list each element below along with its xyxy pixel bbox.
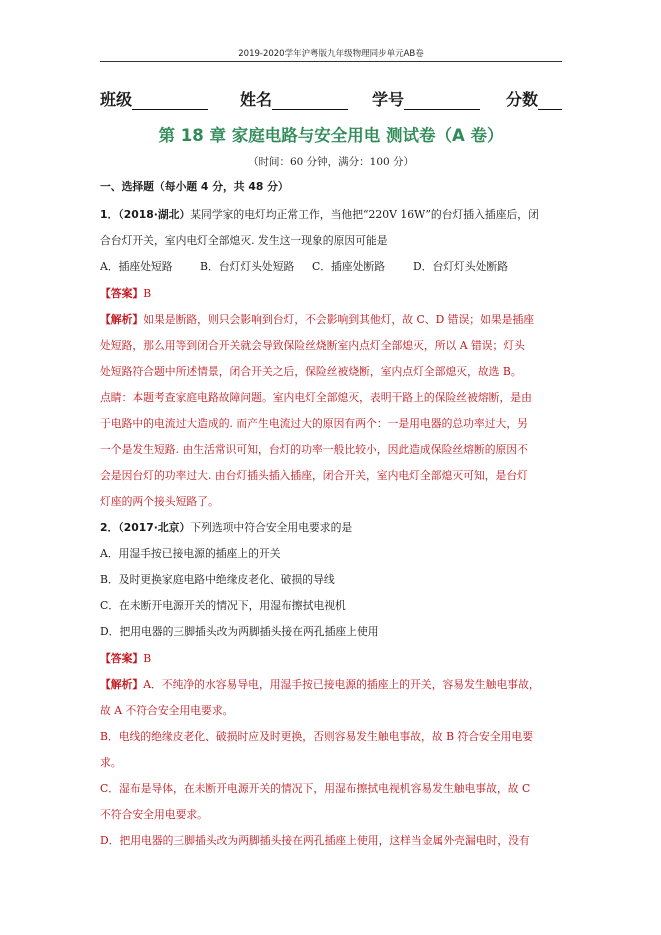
q2-analysis-label: 【解析】 xyxy=(100,678,144,691)
q2-analysis-line7: D．把用电器的三脚插头改为两脚插头接在两孔插座上使用，这样当金属外壳漏电时，没有 xyxy=(100,834,530,847)
q2-analysis-line6: 不符合安全用电要求。 xyxy=(100,808,208,821)
q1-analysis-line4: 点睛：本题考查家庭电路故障问题。室内电灯全部熄灭，表明干路上的保险丝被熔断，是由 xyxy=(100,391,532,404)
q1-answer-label: 【答案】 xyxy=(100,287,144,300)
q1-stem-line1: 1．（2018·湖北）某同学家的电灯均正常工作，当他把“220V 16W”的台灯插入插座后，闭 xyxy=(100,208,539,221)
running-header: 2019-2020学年沪粤版九年级物理同步单元AB卷 xyxy=(238,49,424,59)
class-field xyxy=(100,87,208,110)
q2-analysis-line2: 故 A 不符合安全用电要求。 xyxy=(100,704,234,717)
id-label: 学号 xyxy=(372,90,405,109)
q2-option-a: A．用湿手按已接电源的插座上的开关 xyxy=(100,547,281,560)
id-blank[interactable] xyxy=(404,91,480,110)
exam-info: （时间：60 分钟，满分：100 分） xyxy=(247,156,415,168)
q1-analysis-line1: 【解析】如果是断路，则只会影响到台灯，不会影响到其他灯，故 C、D 错误；如果是插座 xyxy=(100,313,535,326)
class-blank[interactable] xyxy=(132,91,208,110)
q1-analysis-line6: 一个是发生短路. 由生活常识可知，台灯的功率一般比较小，因此造成保险丝熔断的原因不 xyxy=(100,443,528,456)
q2-analysis-line1: 【解析】A．不纯净的水容易导电，用湿手按已接电源的插座上的开关，容易发生触电事故， xyxy=(100,678,540,691)
q2-option-d: D．把用电器的三脚插头改为两脚插头接在两孔插座上使用 xyxy=(100,625,379,638)
header-rule xyxy=(100,61,562,62)
q2-stem: 2．（2017·北京）下列选项中符合安全用电要求的是 xyxy=(100,521,353,534)
q1-options xyxy=(100,260,508,274)
q1-option-b: B．台灯灯头处短路 xyxy=(200,260,295,273)
q2-option-c: C．在未断开电源开关的情况下，用湿布擦拭电视机 xyxy=(100,599,346,612)
q1-analysis-label: 【解析】 xyxy=(100,313,144,326)
name-label: 姓名 xyxy=(240,90,273,109)
q1-analysis-line7: 会是因台灯的功率过大. 由台灯插头插入插座，闭合开关，室内电灯全部熄灭可知，是台灯 xyxy=(100,469,528,482)
q2-answer xyxy=(100,652,151,666)
score-blank[interactable] xyxy=(538,91,562,110)
q2-option-b: B．及时更换家庭电路中绝缘皮老化、破损的导线 xyxy=(100,573,335,586)
q1-answer xyxy=(100,287,151,301)
name-blank[interactable] xyxy=(272,91,348,110)
q1-analysis-line5: 于电路中的电流过大造成的. 而产生电流过大的原因有两个：一是用电器的总功率过大，另 xyxy=(100,417,528,430)
q1-analysis-line2: 处短路，那么用等到闭合开关就会导致保险丝烧断室内点灯全部熄灭，所以 A 错误；灯头 xyxy=(100,339,525,352)
id-field xyxy=(372,87,480,110)
score-label: 分数 xyxy=(506,90,539,109)
q1-stem-line2: 合台灯开关，室内电灯全部熄灭. 发生这一现象的原因可能是 xyxy=(100,234,388,247)
q1-option-a: A．插座处短路 xyxy=(100,260,173,273)
page-title: 第 18 章 家庭电路与安全用电 测试卷（A 卷） xyxy=(158,126,504,145)
q1-answer-value: B xyxy=(143,287,152,300)
section-heading: 一、选择题（每小题 4 分，共 48 分） xyxy=(100,180,289,193)
q1-option-c: C．插座处断路 xyxy=(312,260,386,273)
q1-option-d: D．台灯灯头处断路 xyxy=(413,260,509,273)
q1-analysis-line8: 灯座的两个接头短路了。 xyxy=(100,495,219,508)
q1-source: 1．（2018·湖北） xyxy=(100,208,191,221)
class-label: 班级 xyxy=(100,90,133,109)
score-field xyxy=(506,87,562,110)
student-info-row xyxy=(100,87,570,109)
q2-answer-value: B xyxy=(143,652,152,665)
q2-analysis-line5: C．湿布是导体，在未断开电源开关的情况下，用湿布擦拭电视机容易发生触电事故，故 C xyxy=(100,782,531,795)
q1-analysis-line3: 处短路符合题中所述情景，闭合开关之后，保险丝被烧断，室内点灯全部熄灭，故选 B。 xyxy=(100,365,522,378)
name-field xyxy=(240,87,348,110)
q2-source: 2．（2017·北京） xyxy=(100,521,191,534)
q2-answer-label: 【答案】 xyxy=(100,652,144,665)
q2-analysis-line4: 求。 xyxy=(100,756,122,769)
q2-analysis-line3: B．电线的绝缘皮老化、破损时应及时更换，否则容易发生触电事故，故 B 符合安全用电要 xyxy=(100,730,534,743)
